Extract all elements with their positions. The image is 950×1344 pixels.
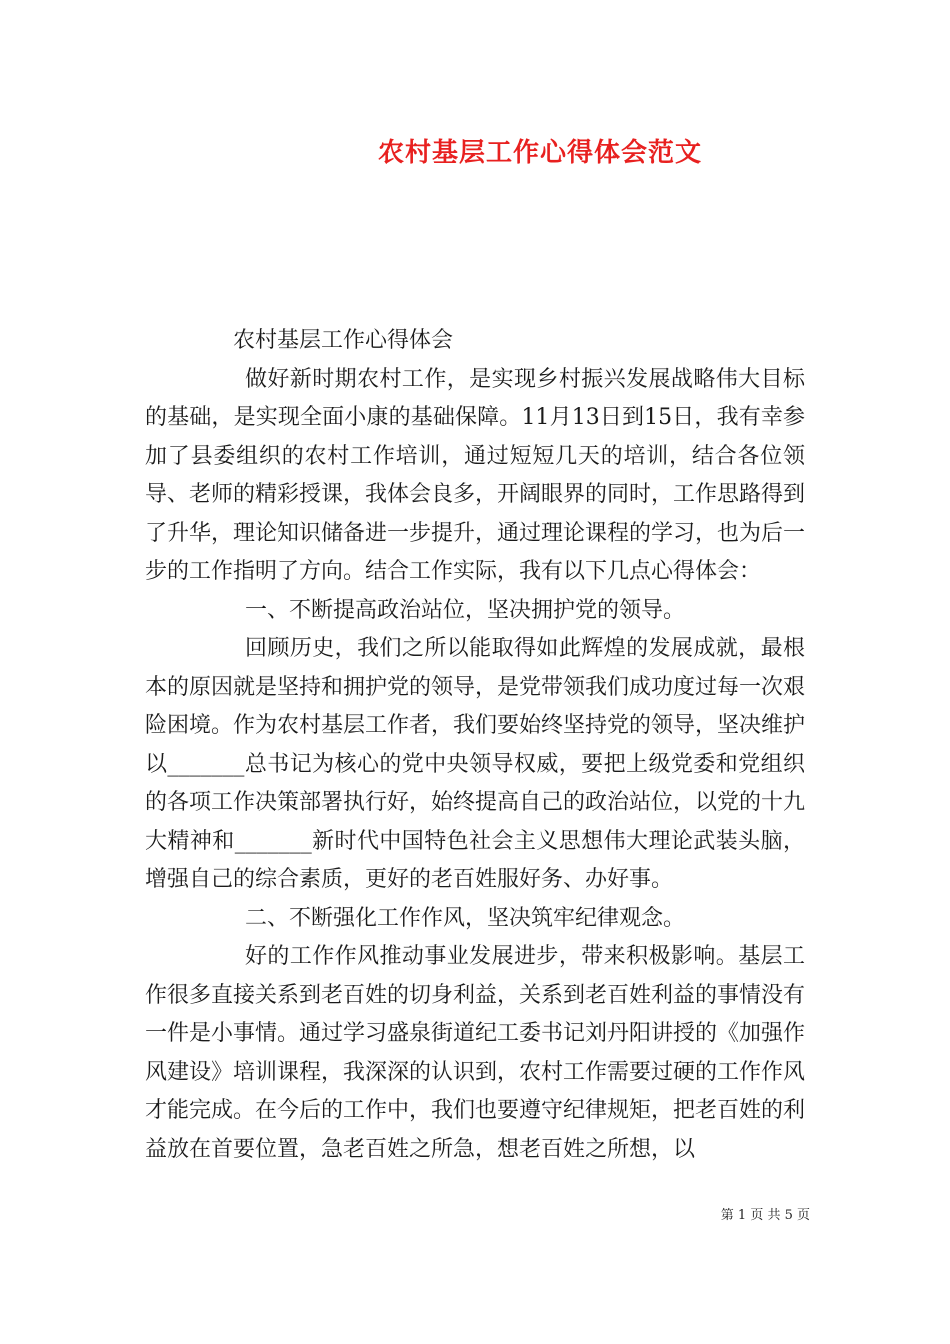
section-heading-2: 二、不断强化工作作风，坚决筑牢纪律观念。 bbox=[245, 905, 686, 931]
document-title: 农村基层工作心得体会范文 bbox=[377, 138, 702, 168]
paragraph-section-1: 回顾历史，我们之所以能取得如此辉煌的发展成就，最根本的原因就是坚持和拥护党的领导，是党带领我们成功度过每一次艰险困境。作为农村基层工作者，我们要始终坚持党的领导，坚决维护以_______总书记为核心的党中央领导权威，要把上级党委和党组织的各项工作决策部署执行好，始终提高自己的政治站位，以党的十九大精神和_______新时代中国特色社会主义思想伟大理论武装头脑，增强自己的综合素质，更好的老百姓服好务、办好事。 bbox=[145, 636, 806, 892]
document-body bbox=[145, 322, 805, 1169]
paragraph-section-2: 好的工作作风推动事业发展进步，带来积极影响。基层工作很多直接关系到老百姓的切身利益，关系到老百姓利益的事情没有一件是小事情。通过学习盛泉街道纪工委书记刘丹阳讲授的《加强作风建设》培训课程，我深深的认识到，农村工作需要过硬的工作作风才能完成。在今后的工作中，我们也要遵守纪律规矩，把老百姓的利益放在首要位置，急老百姓之所急，想老百姓之所想，以 bbox=[145, 944, 806, 1162]
page-number: 第 1 页 共 5 页 bbox=[720, 1208, 810, 1223]
section-heading-1: 一、不断提高政治站位，坚决拥护党的领导。 bbox=[245, 597, 686, 623]
paragraph-intro: 做好新时期农村工作，是实现乡村振兴发展战略伟大目标的基础，是实现全面小康的基础保障。11月13日到15日，我有幸参加了县委组织的农村工作培训，通过短短几天的培训，结合各位领导、老师的精彩授课，我体会良多，开阔眼界的同时，工作思路得到了升华，理论知识储备进一步提升，通过理论课程的学习，也为后一步的工作指明了方向。结合工作实际，我有以下几点心得体会： bbox=[145, 366, 806, 584]
document-subtitle: 农村基层工作心得体会 bbox=[233, 328, 454, 353]
